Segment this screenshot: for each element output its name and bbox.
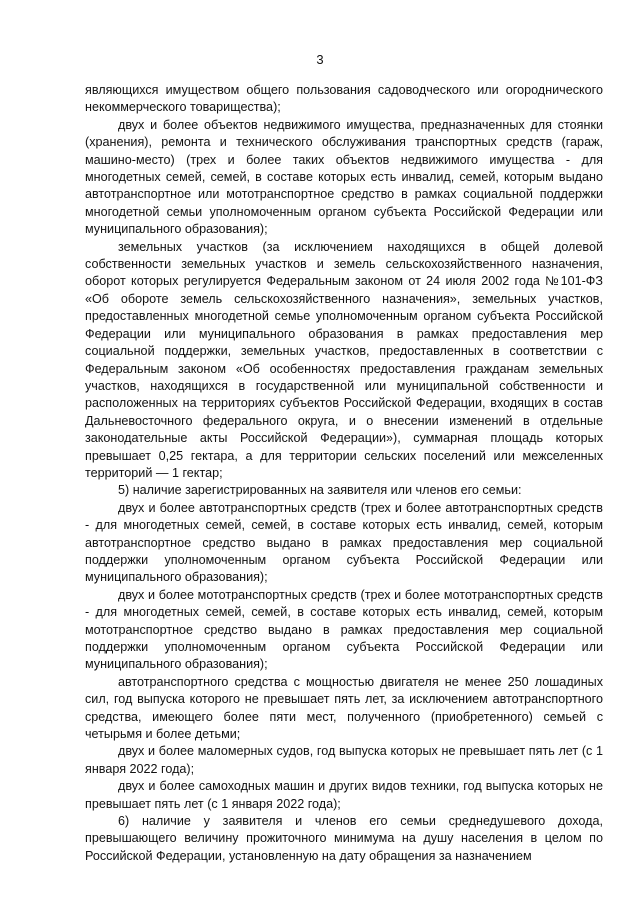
paragraph: двух и более объектов недвижимого имущества, предназначенных для стоянки (хранения), ремонта и технического обслуживания транспортных средств (гараж, машино-место) (трех и более таких объектов недвижимого имущества - для многодетных семей, семей, в составе которых есть инвалид, семей, которым выдано автотранспортное или мототранспортное средство в рамках социальной поддержки многодетной семьи уполномоченным органом субъекта Российской Федерации или муниципального образования); <box>85 117 603 237</box>
document-body <box>85 82 603 865</box>
page-number: 3 <box>316 52 324 67</box>
paragraph: двух и более мототранспортных средств (трех и более мототранспортных средств - для многодетных семей, семей, в составе которых есть инвалид, семей, которым мототранспортное средство выдано в рамках предоставления мер социальной поддержки уполномоченным органом субъекта Российской Федерации или муниципального образования); <box>85 587 603 672</box>
paragraph: 5) наличие зарегистрированных на заявителя или членов его семьи: <box>118 483 522 498</box>
paragraph: 6) наличие у заявителя и членов его семьи среднедушевого дохода, превышающего величину прожиточного минимума на душу населения в целом по Российской Федерации, установленную на дату обращения за назначением <box>85 814 603 863</box>
paragraph: двух и более автотранспортных средств (трех и более автотранспортных средств - для многодетных семей, семей, в составе которых есть инвалид, семей, которым автотранспортное средство выдано в рамках предоставления мер социальной поддержки уполномоченным органом субъекта Российской Федерации или муниципального образования); <box>85 500 603 585</box>
paragraph: являющихся имуществом общего пользования садоводческого или огороднического некоммерческого товарищества); <box>85 83 603 115</box>
paragraph: двух и более маломерных судов, год выпуска которых не превышает пять лет (с 1 января 2022 года); <box>85 744 603 776</box>
paragraph: земельных участков (за исключением находящихся в общей долевой собственности земельных участков и земель сельскохозяйственного назначения, оборот которых регулируется Федеральным законом от 24 июля 2002 года №101-ФЗ «Об обороте земель сельскохозяйственного назначения», земельных участков, предоставленных многодетной семье уполномоченным органом субъекта Российской Федерации или муниципального образования в рамках предоставления мер социальной поддержки, земельных участков, предоставленных в соответствии с Федеральным законом «Об особенностях предоставления гражданам земельных участков, находящихся в государственной или муниципальной собственности и расположенных на территориях субъектов Российской Федерации, входящих в состав Дальневосточного федерального округа, и о внесении изменений в отдельные законодательные акты Российской Федерации»), суммарная площадь которых превышает 0,25 гектара, а для территории сельских поселений или межселенных территорий — 1 гектар; <box>85 239 603 480</box>
paragraph: автотранспортного средства с мощностью двигателя не менее 250 лошадиных сил, год выпуска которого не превышает пять лет, за исключением автотранспортного средства, имеющего более пяти мест, полученного (приобретенного) семьей с четырьмя и более детьми; <box>85 674 603 742</box>
paragraph: двух и более самоходных машин и других видов техники, год выпуска которых не превышает пять лет (с 1 января 2022 года); <box>85 779 603 811</box>
